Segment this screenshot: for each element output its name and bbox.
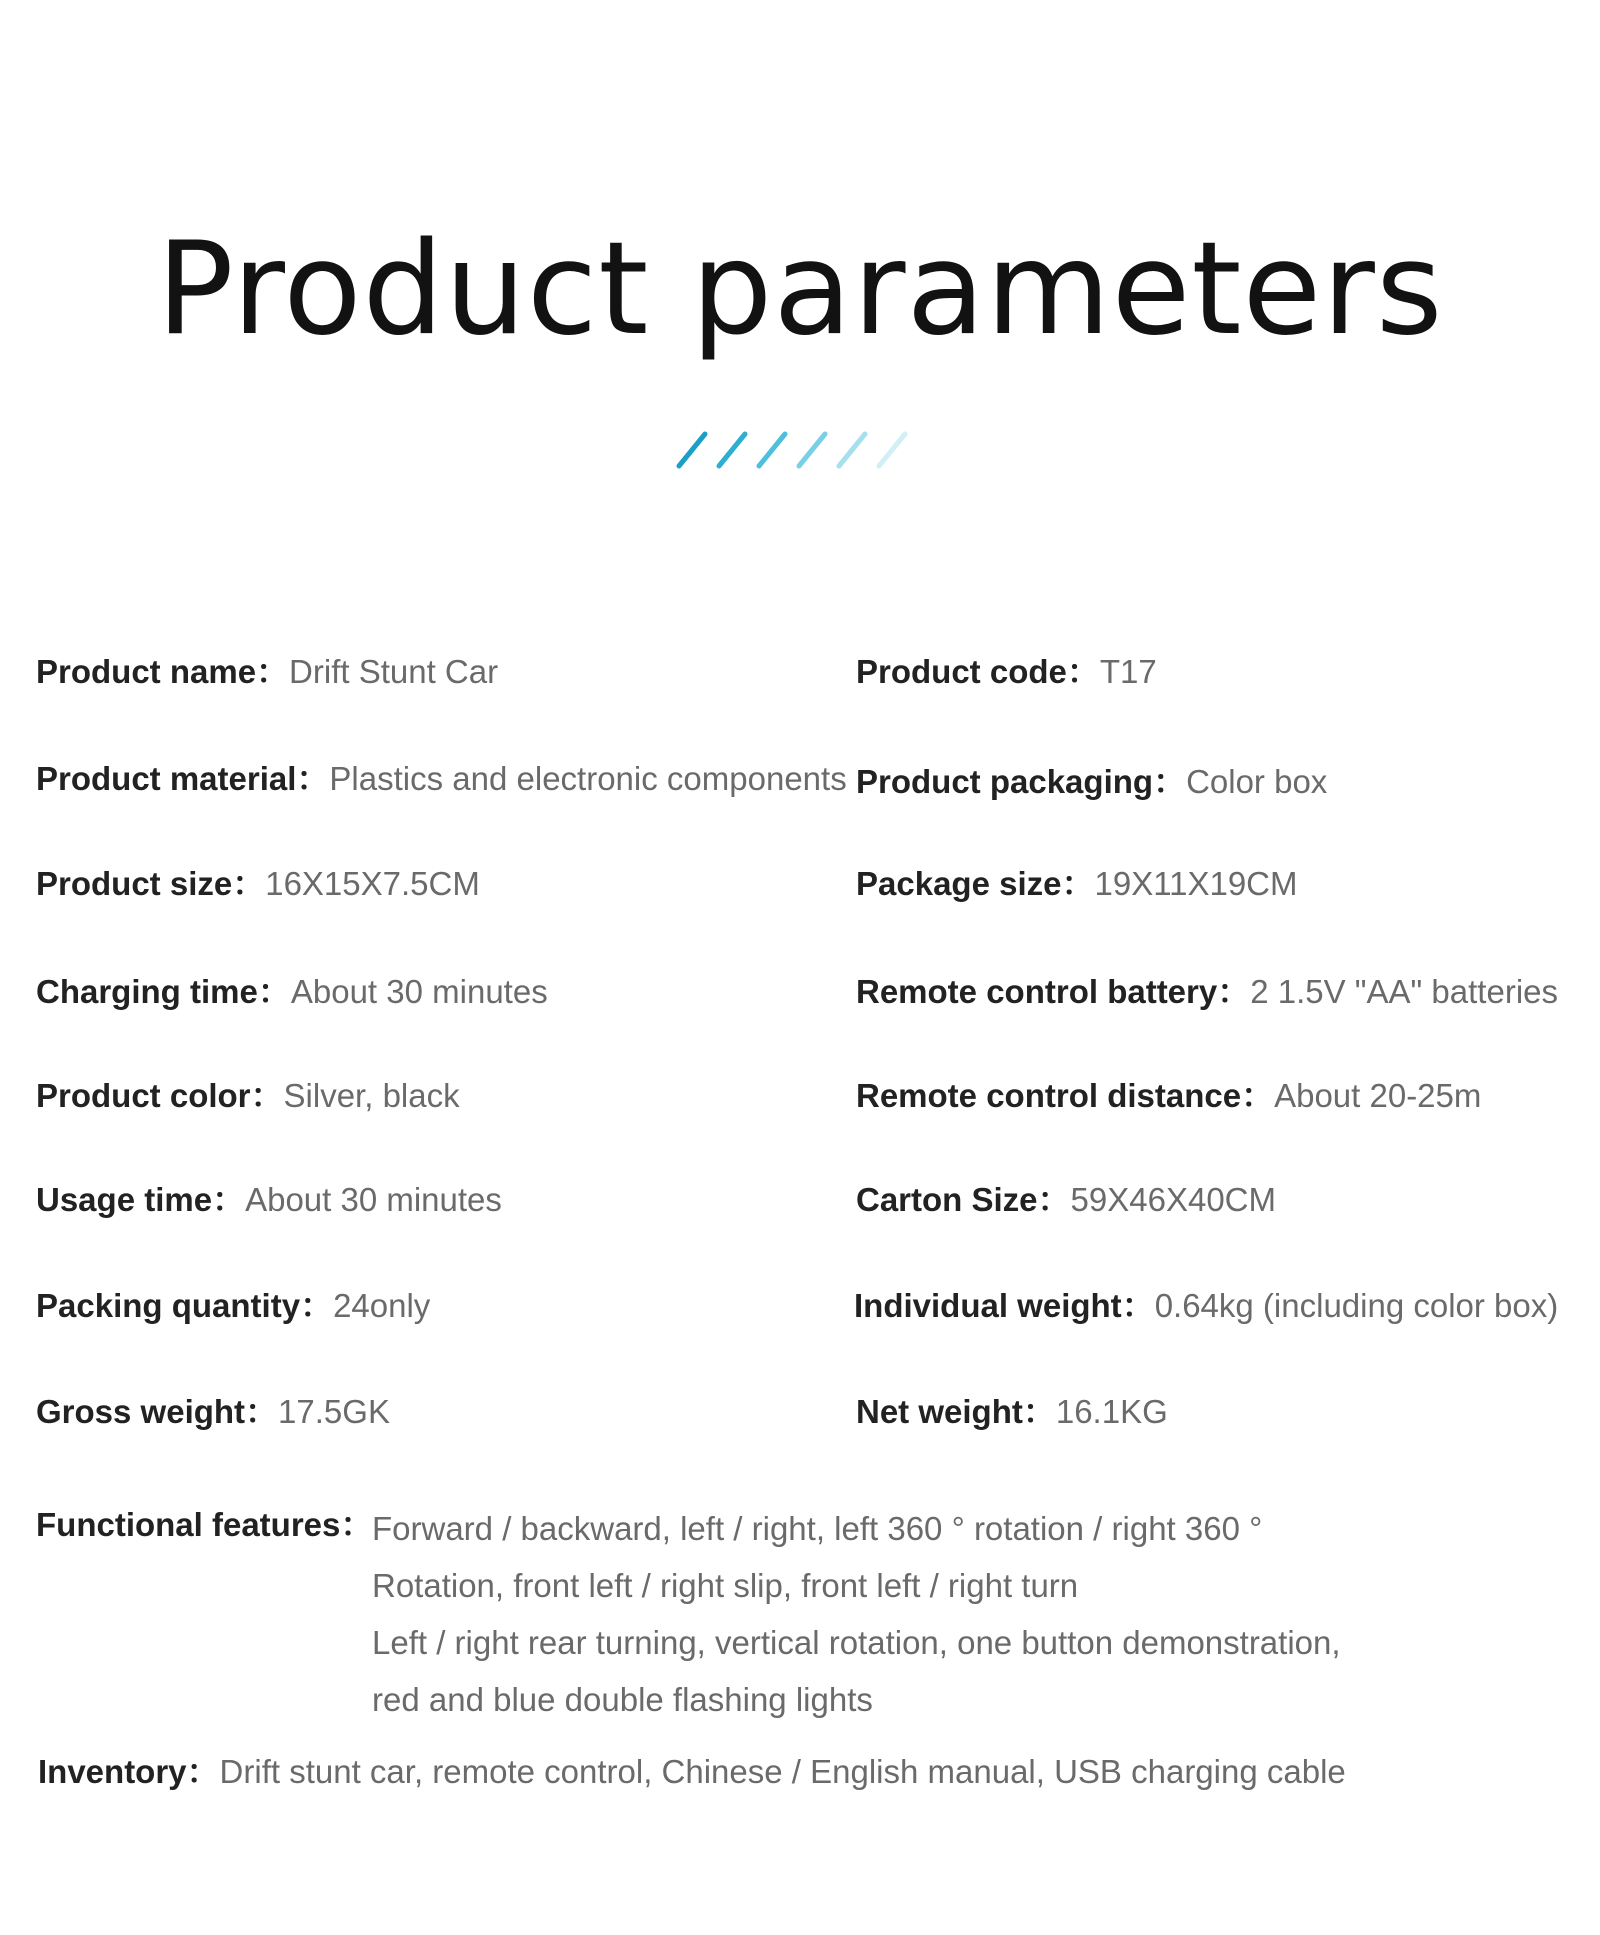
param-separator: ： xyxy=(1066,653,1100,690)
param-remote-battery xyxy=(856,970,1558,1014)
param-separator: ： xyxy=(232,865,266,902)
param-separator: ： xyxy=(1022,1393,1056,1430)
param-separator: ： xyxy=(250,1077,284,1114)
param-packing-quantity xyxy=(36,1284,430,1328)
features-line: Left / right rear turning, vertical rotation, one button demonstration, xyxy=(372,1624,1341,1661)
param-label: Product size xyxy=(36,865,233,902)
param-label: Remote control distance xyxy=(856,1077,1242,1114)
param-value: 16X15X7.5CM xyxy=(265,865,480,902)
param-label: Carton Size xyxy=(856,1181,1038,1218)
param-value: Silver, black xyxy=(283,1077,460,1114)
param-value: 2 1.5V "AA" batteries xyxy=(1250,973,1558,1010)
param-carton-size xyxy=(856,1178,1276,1222)
param-net-weight xyxy=(856,1390,1168,1434)
param-value: About 20-25m xyxy=(1274,1077,1482,1114)
param-label: Product name xyxy=(36,653,257,690)
param-label: Charging time xyxy=(36,973,258,1010)
param-charging-time xyxy=(36,970,548,1014)
features-list xyxy=(372,1500,1341,1728)
features-line: Rotation, front left / right slip, front left / right turn xyxy=(372,1567,1079,1604)
param-label: Packing quantity xyxy=(36,1287,301,1324)
param-separator: ： xyxy=(1121,1287,1155,1324)
param-separator: ： xyxy=(1061,865,1095,902)
param-separator: ： xyxy=(300,1287,334,1324)
inventory-value: Drift stunt car, remote control, Chinese / English manual, USB charging cable xyxy=(219,1753,1346,1790)
param-value: Color box xyxy=(1186,763,1328,800)
param-inventory xyxy=(38,1750,1346,1794)
param-value: 19X11X19CM xyxy=(1094,865,1298,902)
param-value: Drift Stunt Car xyxy=(289,653,499,690)
page-title: Product parameters xyxy=(156,215,1444,364)
param-value: 17.5GK xyxy=(278,1393,390,1430)
param-separator: ： xyxy=(256,653,290,690)
features-line: red and blue double flashing lights xyxy=(372,1681,873,1718)
features-label: Functional features xyxy=(36,1506,341,1543)
features-separator: ： xyxy=(340,1506,374,1543)
param-product-packaging xyxy=(856,760,1327,804)
param-separator: ： xyxy=(1217,973,1251,1010)
param-value: 59X46X40CM xyxy=(1070,1181,1277,1218)
param-label: Net weight xyxy=(856,1393,1023,1430)
param-label: Product material xyxy=(36,760,297,797)
param-gross-weight xyxy=(36,1390,390,1434)
param-separator: ： xyxy=(212,1181,246,1218)
param-separator: ： xyxy=(1037,1181,1071,1218)
param-product-size xyxy=(36,862,480,906)
param-label: Remote control battery xyxy=(856,973,1218,1010)
features-line: Forward / backward, left / right, left 360 ° rotation / right 360 ° xyxy=(372,1510,1263,1547)
param-package-size xyxy=(856,862,1298,906)
param-label: Product code xyxy=(856,653,1067,690)
param-label: Usage time xyxy=(36,1181,213,1218)
features-label-row xyxy=(36,1503,373,1547)
param-separator: ： xyxy=(245,1393,279,1430)
param-value: About 30 minutes xyxy=(290,973,548,1010)
param-label: Individual weight xyxy=(854,1287,1122,1324)
param-label: Product color xyxy=(36,1077,251,1114)
param-label: Product packaging xyxy=(856,763,1154,800)
param-value: T17 xyxy=(1099,653,1157,690)
param-separator: ： xyxy=(1153,763,1187,800)
param-value: 24only xyxy=(333,1287,431,1324)
param-separator: ： xyxy=(1241,1077,1275,1114)
param-usage-time xyxy=(36,1178,502,1222)
inventory-label: Inventory xyxy=(38,1753,187,1790)
param-product-code xyxy=(856,650,1157,694)
param-product-name xyxy=(36,650,498,694)
param-value: Plastics and electronic components xyxy=(329,760,847,797)
param-product-color xyxy=(36,1074,460,1118)
param-separator: ： xyxy=(296,760,330,797)
param-label: Gross weight xyxy=(36,1393,246,1430)
slash-divider-decoration xyxy=(675,430,925,470)
param-remote-distance xyxy=(856,1074,1481,1118)
param-value: 16.1KG xyxy=(1055,1393,1168,1430)
param-value: 0.64kg (including color box) xyxy=(1154,1287,1559,1324)
inventory-separator: ： xyxy=(186,1753,220,1790)
param-separator: ： xyxy=(257,973,291,1010)
param-label: Package size xyxy=(856,865,1062,902)
param-value: About 30 minutes xyxy=(245,1181,502,1218)
param-individual-weight xyxy=(854,1284,1558,1328)
param-product-material xyxy=(36,757,847,801)
